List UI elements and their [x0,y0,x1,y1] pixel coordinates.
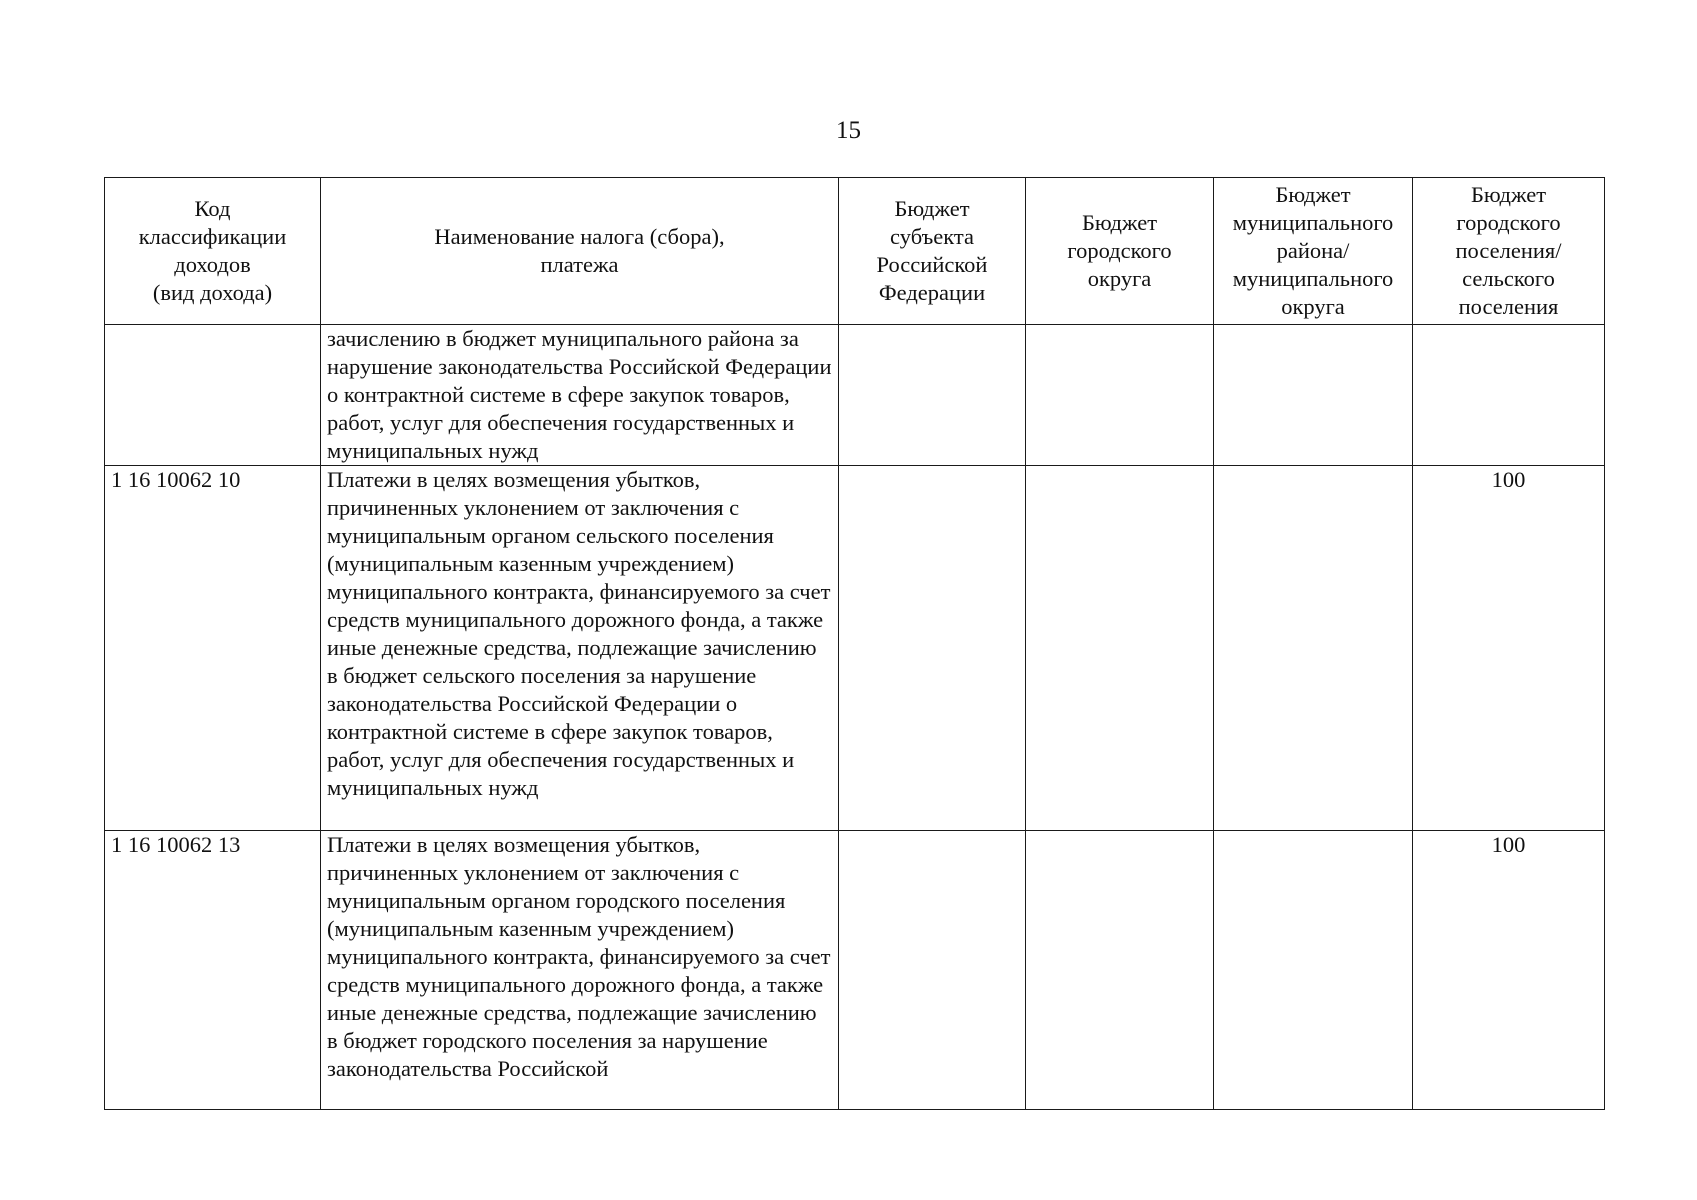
row-subject-budget [839,831,1026,1110]
row-city-district-budget [1026,466,1214,831]
row-settlement-budget: 100 [1413,831,1605,1110]
row-municipal-district-budget [1214,325,1413,466]
row-code [105,325,321,466]
table-row [105,831,1605,1110]
row-code: 1 16 10062 10 [105,466,321,831]
header-code: Код классификации доходов (вид дохода) [105,178,321,325]
row-municipal-district-budget [1214,831,1413,1110]
header-municipal-district-budget: Бюджет муниципального района/ муниципального округа [1214,178,1413,325]
row-name: Платежи в целях возмещения убытков, причиненных уклонением от заключения с муниципальным органом сельского поселения (муниципальным казенным учреждением) муниципального контракта, финансируемого за счет средств муниципального дорожного фонда, а также иные денежные средства, подлежащие зачислению в бюджет сельского поселения за нарушение законодательства Российской Федерации о контрактной системе в сфере закупок товаров, работ, услуг для обеспечения государственных и муниципальных нужд [321,466,839,831]
page-number: 15 [836,117,861,144]
revenue-classification-table [104,177,1605,1110]
row-code: 1 16 10062 13 [105,831,321,1110]
row-name: зачислению в бюджет муниципального района за нарушение законодательства Российской Федерации о контрактной системе в сфере закупок товаров, работ, услуг для обеспечения государственных и муниципальных нужд [321,325,839,466]
row-municipal-district-budget [1214,466,1413,831]
row-name: Платежи в целях возмещения убытков, причиненных уклонением от заключения с муниципальным органом городского поселения (муниципальным казенным учреждением) муниципального контракта, финансируемого за счет средств муниципального дорожного фонда, а также иные денежные средства, подлежащие зачислению в бюджет городского поселения за нарушение законодательства Российской [321,831,839,1110]
header-city-district-budget: Бюджет городского округа [1026,178,1214,325]
header-settlement-budget: Бюджет городского поселения/ сельского поселения [1413,178,1605,325]
row-subject-budget [839,466,1026,831]
row-settlement-budget [1413,325,1605,466]
table-row [105,325,1605,466]
header-name: Наименование налога (сбора), платежа [321,178,839,325]
row-city-district-budget [1026,831,1214,1110]
table-row [105,466,1605,831]
row-settlement-budget: 100 [1413,466,1605,831]
header-subject-budget: Бюджет субъекта Российской Федерации [839,178,1026,325]
row-city-district-budget [1026,325,1214,466]
row-subject-budget [839,325,1026,466]
table-header-row [105,178,1605,325]
